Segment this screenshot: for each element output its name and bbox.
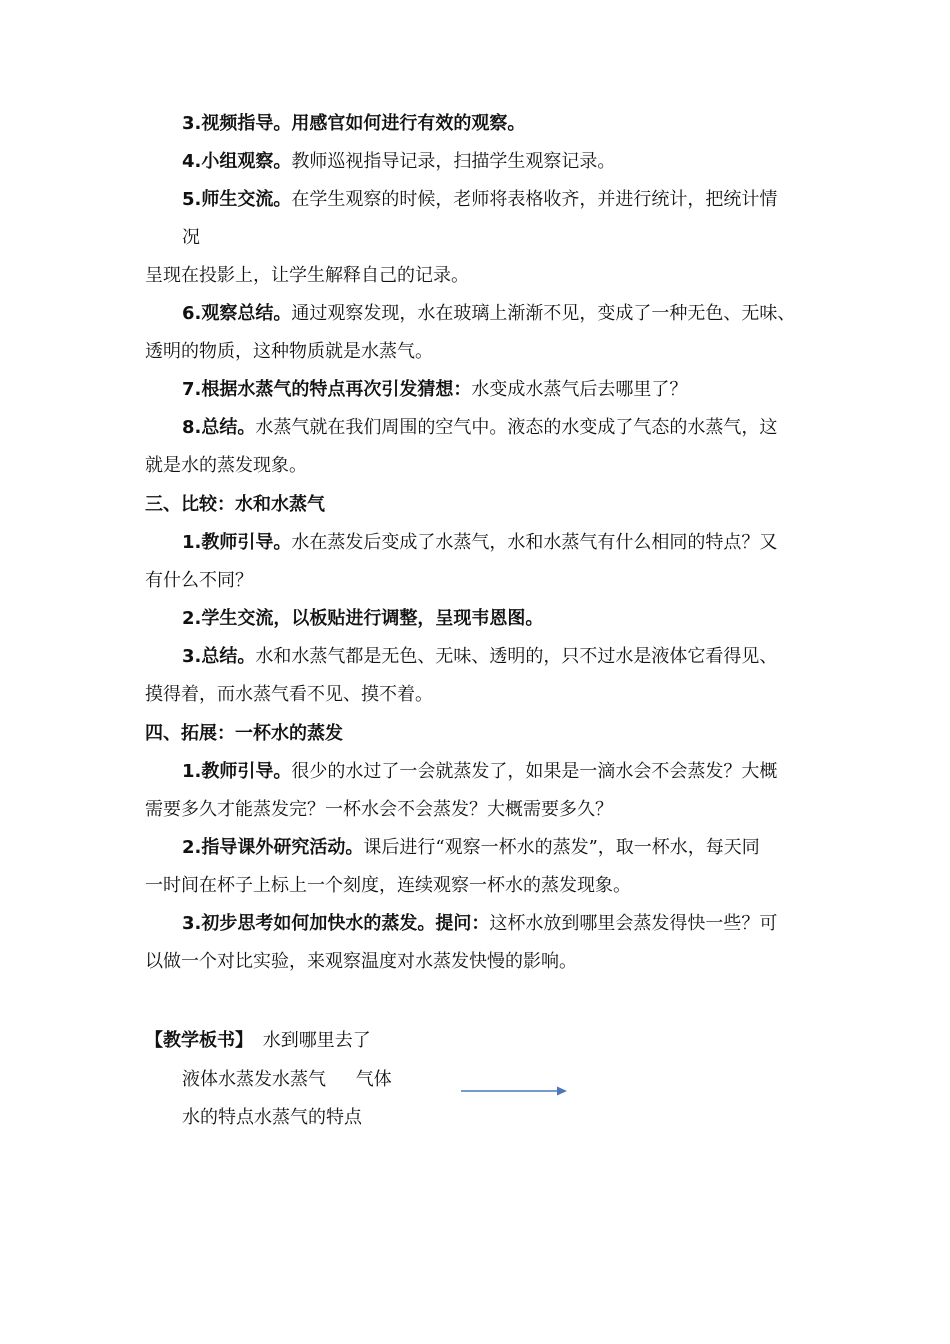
step-8-text-cont: 就是水的蒸发现象。 [145, 455, 307, 476]
section-three-heading [145, 493, 325, 517]
s3-step-1-text: 水在蒸发后变成了水蒸气，水和水蒸气有什么相同的特点？又 [291, 532, 778, 553]
step-6-text: 通过观察发现，水在玻璃上渐渐不见，变成了一种无色、无味、 [291, 303, 796, 324]
s4-step-1-cont [145, 798, 613, 822]
s3-step-1-cont [145, 569, 253, 593]
arrow-head [557, 1087, 567, 1096]
s4-step-2-bold: 2.指导课外研究活动。 [182, 837, 364, 858]
s3-step-1 [182, 531, 777, 555]
s4-step-2-text: 课后进行“观察一杯水的蒸发”，取一杯水，每天同 [363, 837, 760, 858]
s3-step-3-text-cont: 摸得着，而水蒸气看不见、摸不着。 [145, 684, 433, 705]
s4-step-3-bold: 3.初步思考如何加快水的蒸发。提问： [182, 913, 490, 934]
s4-step-3-cont [145, 950, 577, 974]
board-row-1-left: 液体水蒸发水蒸气 [182, 1069, 326, 1090]
step-5-bold: 5.师生交流。 [182, 189, 292, 210]
step-8-bold: 8.总结。 [182, 417, 256, 438]
step-4-text: 教师巡视指导记录，扫描学生观察记录。 [291, 151, 616, 172]
step-5-text: 在学生观察的时候，老师将表格收齐，并进行统计，把统计情 [291, 189, 778, 210]
s3-step-1-bold: 1.教师引导。 [182, 532, 292, 553]
board-heading [145, 1029, 371, 1053]
board-title: 水到哪里去了 [262, 1030, 371, 1051]
step-8-text: 水蒸气就在我们周围的空气中。液态的水变成了气态的水蒸气，这 [255, 417, 778, 438]
step-3-bold: 3.视频指导。用感官如何进行有效的观察。 [182, 113, 526, 134]
s4-step-1-text: 很少的水过了一会就蒸发了，如果是一滴水会不会蒸发？大概 [291, 761, 778, 782]
s4-step-2-text-cont: 一时间在杯子上标上一个刻度，连续观察一杯水的蒸发现象。 [145, 875, 631, 896]
s4-step-2-cont [145, 874, 631, 898]
section-four-title: 四、拓展：一杯水的蒸发 [145, 723, 343, 744]
step-7-bold: 7.根据水蒸气的特点再次引发猜想： [182, 379, 472, 400]
board-row-1-right: 气体 [355, 1069, 392, 1090]
step-8-cont [145, 454, 307, 478]
step-8 [182, 416, 777, 440]
board-row-1 [182, 1068, 392, 1092]
board-row-2 [182, 1106, 362, 1130]
step-5-cont-2 [145, 264, 469, 288]
section-four-heading [145, 722, 343, 746]
step-4 [182, 150, 615, 174]
s3-step-3 [182, 645, 777, 669]
board-label: 【教学板书】 [145, 1030, 253, 1051]
s4-step-1 [182, 760, 777, 784]
section-three-title: 三、比较：水和水蒸气 [145, 494, 325, 515]
step-5-cont-1 [182, 226, 200, 250]
s4-step-1-text-cont: 需要多久才能蒸发完？一杯水会不会蒸发？大概需要多久？ [145, 799, 613, 820]
step-5-text-cont-1: 况 [182, 227, 200, 248]
step-6-text-cont: 透明的物质，这种物质就是水蒸气。 [145, 341, 433, 362]
step-6 [182, 302, 795, 326]
s4-step-3-text-cont: 以做一个对比实验，来观察温度对水蒸发快慢的影响。 [145, 951, 577, 972]
s4-step-2 [182, 836, 760, 860]
s3-step-2 [182, 607, 543, 631]
step-6-bold: 6.观察总结。 [182, 303, 292, 324]
step-3 [182, 112, 525, 136]
step-5-text-cont-2: 呈现在投影上，让学生解释自己的记录。 [145, 265, 469, 286]
step-7-text: 水变成水蒸气后去哪里了？ [471, 379, 688, 400]
s4-step-3-text: 这杯水放到哪里会蒸发得快一些？可 [489, 913, 778, 934]
step-4-bold: 4.小组观察。 [182, 151, 292, 172]
step-6-cont [145, 340, 433, 364]
s3-step-3-bold: 3.总结。 [182, 646, 256, 667]
s4-step-1-bold: 1.教师引导。 [182, 761, 292, 782]
s3-step-3-text: 水和水蒸气都是无色、无味、透明的，只不过水是液体它看得见、 [255, 646, 778, 667]
step-7 [182, 378, 687, 402]
s3-step-2-bold: 2.学生交流，以板贴进行调整，呈现韦恩图。 [182, 608, 544, 629]
arrow-right-icon [461, 1084, 571, 1098]
step-5 [182, 188, 777, 212]
s3-step-1-text-cont: 有什么不同？ [145, 570, 253, 591]
s3-step-3-cont [145, 683, 433, 707]
board-row-2-text: 水的特点水蒸气的特点 [182, 1107, 362, 1128]
s4-step-3 [182, 912, 777, 936]
